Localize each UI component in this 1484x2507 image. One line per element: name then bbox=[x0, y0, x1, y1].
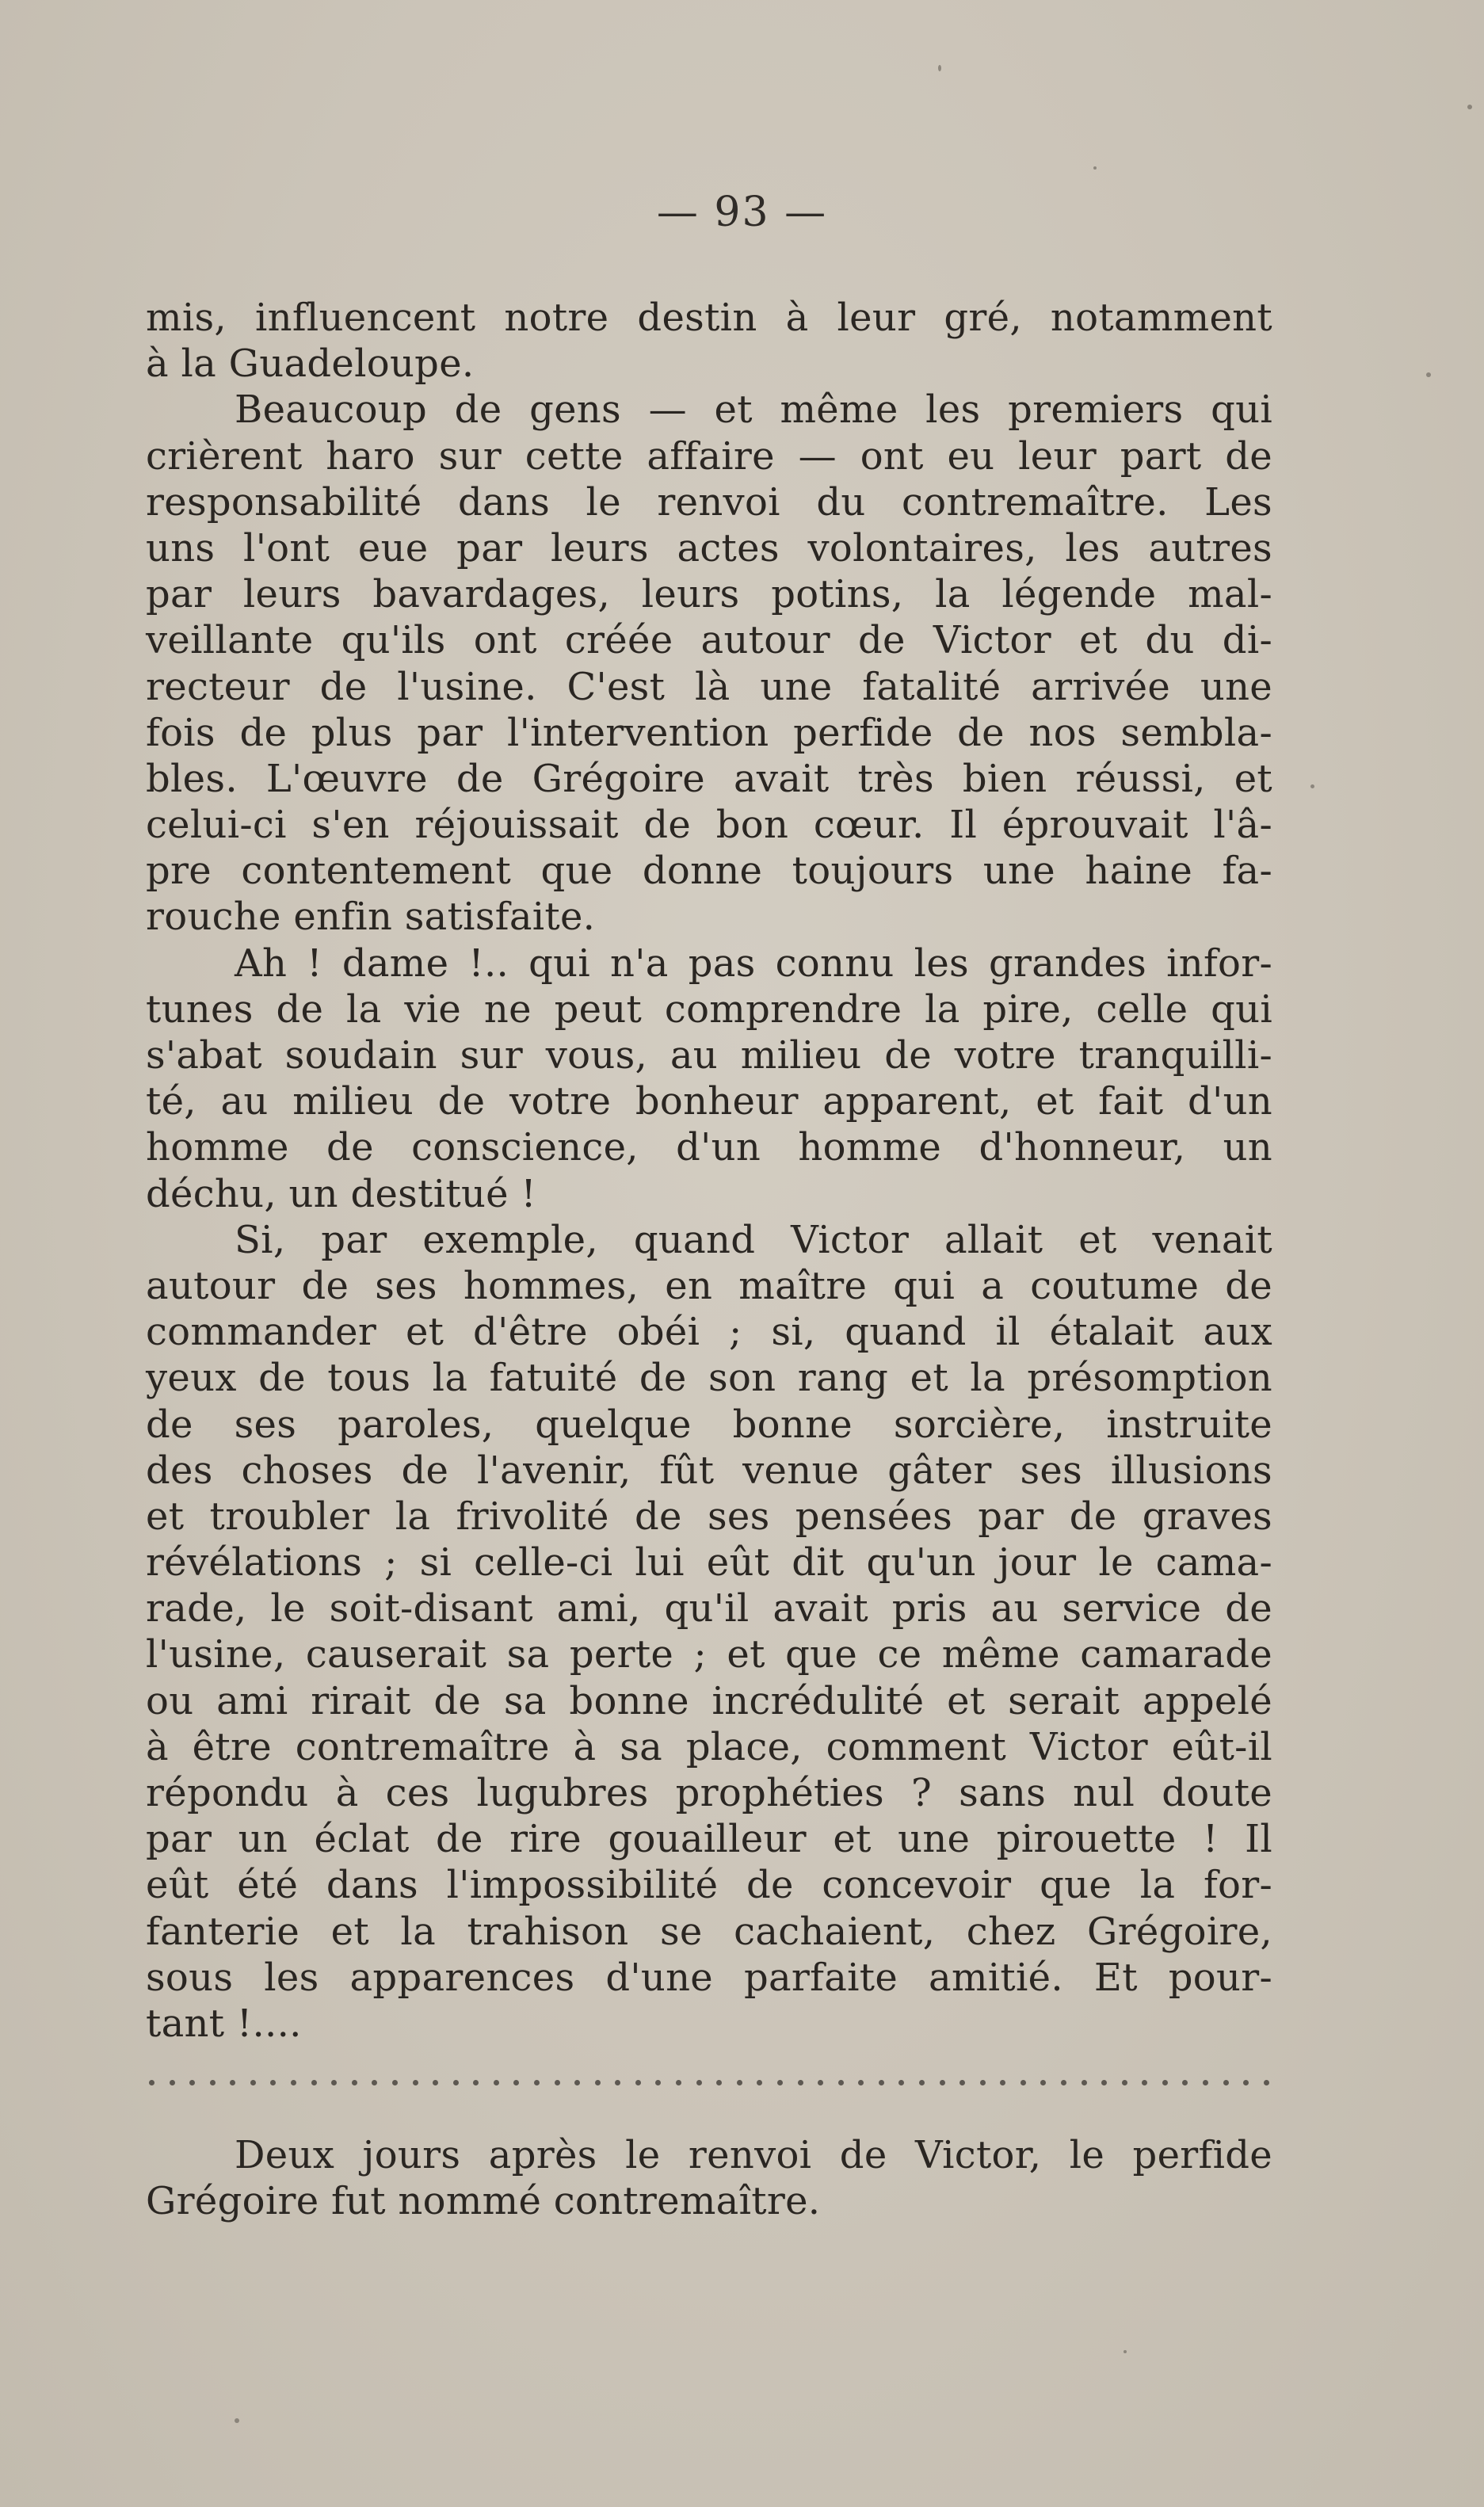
closing-paragraph bbox=[146, 2132, 1272, 2224]
separator-dot bbox=[1223, 2080, 1229, 2085]
paper-speck bbox=[1467, 105, 1472, 109]
separator-dot bbox=[696, 2080, 702, 2085]
text-line: bles. L'œuvre de Grégoire avait très bien réussi, et bbox=[146, 756, 1272, 801]
paragraph bbox=[146, 387, 1272, 940]
separator-dot bbox=[655, 2080, 661, 2085]
text-line: Deux jours après le renvoi de Victor, le perfide bbox=[235, 2133, 1272, 2178]
paragraph bbox=[146, 1217, 1272, 2047]
paper-speck bbox=[1426, 372, 1431, 377]
separator-dot bbox=[372, 2080, 377, 2085]
text-line: Ah ! dame !.. qui n'a pas connu les grandes infor- bbox=[235, 941, 1272, 986]
separator-dot bbox=[1203, 2080, 1208, 2085]
separator-dot bbox=[534, 2080, 540, 2085]
text-line: homme de conscience, d'un homme d'honneur, un bbox=[146, 1125, 1272, 1170]
separator-dot bbox=[615, 2080, 620, 2085]
separator-dot bbox=[737, 2080, 742, 2085]
separator-dot bbox=[959, 2080, 965, 2085]
separator-dot bbox=[1243, 2080, 1249, 2085]
separator-dot bbox=[919, 2080, 925, 2085]
dotted-separator bbox=[146, 2047, 1272, 2118]
separator-dot bbox=[980, 2080, 986, 2085]
separator-dot bbox=[1264, 2080, 1269, 2085]
separator-dot bbox=[1101, 2080, 1107, 2085]
text-line: répondu à ces lugubres prophéties ? sans nul doute bbox=[146, 1771, 1272, 1815]
separator-dot bbox=[392, 2080, 398, 2085]
separator-dot bbox=[798, 2080, 803, 2085]
separator-dot bbox=[1122, 2080, 1127, 2085]
separator-dot bbox=[595, 2080, 601, 2085]
text-line: des choses de l'avenir, fût venue gâter ses illusions bbox=[146, 1448, 1272, 1493]
separator-dot bbox=[818, 2080, 823, 2085]
body-text bbox=[146, 295, 1272, 2225]
text-line: révélations ; si celle-ci lui eût dit qu'un jour le cama- bbox=[146, 1540, 1272, 1585]
text-line: à la Guadeloupe. bbox=[146, 342, 475, 387]
separator-dot bbox=[1040, 2080, 1046, 2085]
paper-speck bbox=[1123, 2350, 1127, 2353]
separator-dot bbox=[189, 2080, 195, 2085]
separator-dot bbox=[1000, 2080, 1005, 2085]
paper-speck bbox=[235, 2418, 239, 2423]
text-line: responsabilité dans le renvoi du contremaître. Les bbox=[146, 479, 1272, 525]
text-line: tunes de la vie ne peut comprendre la pire, celle qui bbox=[146, 986, 1272, 1032]
text-line: rade, le soit-disant ami, qu'il avait pris au service de bbox=[146, 1586, 1272, 1631]
text-line: autour de ses hommes, en maître qui a coutume de bbox=[146, 1263, 1272, 1308]
page-number: — 93 — bbox=[656, 189, 828, 236]
text-line: eût été dans l'impossibilité de concevoir que la for- bbox=[146, 1863, 1272, 1908]
text-line: tant !.... bbox=[146, 2001, 302, 2046]
text-line: et troubler la frivolité de ses pensées par de graves bbox=[146, 1494, 1272, 1539]
separator-dot bbox=[1142, 2080, 1147, 2085]
separator-dot bbox=[940, 2080, 945, 2085]
separator-dot bbox=[1182, 2080, 1188, 2085]
separator-dot bbox=[898, 2080, 904, 2085]
separator-dot bbox=[777, 2080, 783, 2085]
text-line: Beaucoup de gens — et même les premiers qui bbox=[235, 387, 1272, 433]
text-line: ou ami rirait de sa bonne incrédulité et serait appelé bbox=[146, 1678, 1272, 1723]
separator-dot bbox=[838, 2080, 844, 2085]
separator-dot bbox=[494, 2080, 499, 2085]
text-line: l'usine, causerait sa perte ; et que ce même camarade bbox=[146, 1632, 1272, 1677]
separator-dot bbox=[433, 2080, 438, 2085]
separator-dot bbox=[879, 2080, 884, 2085]
separator-dot bbox=[250, 2080, 256, 2085]
separator-dot bbox=[1061, 2080, 1066, 2085]
paragraph bbox=[146, 941, 1272, 1217]
paper-speck bbox=[1310, 784, 1314, 788]
separator-dot bbox=[291, 2080, 296, 2085]
separator-dot bbox=[1082, 2080, 1087, 2085]
text-line: té, au milieu de votre bonheur apparent, et fait d'un bbox=[146, 1079, 1272, 1124]
text-line: sous les apparences d'une parfaite amitié. Et pour- bbox=[146, 1955, 1272, 2000]
text-line: s'abat soudain sur vous, au milieu de votre tranquilli- bbox=[146, 1033, 1272, 1078]
separator-dot bbox=[311, 2080, 317, 2085]
text-line: de ses paroles, quelque bonne sorcière, instruite bbox=[146, 1402, 1272, 1447]
separator-dot bbox=[757, 2080, 762, 2085]
text-line: pre contentement que donne toujours une haine fa- bbox=[146, 849, 1272, 894]
text-line: à être contremaître à sa place, comment Victor eût-il bbox=[146, 1724, 1272, 1769]
separator-dot bbox=[170, 2080, 175, 2085]
text-line: yeux de tous la fatuité de son rang et la présomption bbox=[146, 1356, 1272, 1401]
text-line: rouche enfin satisfaite. bbox=[146, 895, 596, 940]
separator-dot bbox=[230, 2080, 235, 2085]
text-line: par leurs bavardages, leurs potins, la légende mal- bbox=[146, 572, 1272, 617]
separator-dot bbox=[676, 2080, 681, 2085]
text-line: mis, influencent notre destin à leur gré, notamment bbox=[146, 296, 1272, 340]
separator-dot bbox=[555, 2080, 560, 2085]
separator-dot bbox=[473, 2080, 479, 2085]
separator-dot bbox=[453, 2080, 459, 2085]
separator-dot bbox=[1020, 2080, 1026, 2085]
text-line: celui-ci s'en réjouissait de bon cœur. Il éprouvait l'â- bbox=[146, 803, 1272, 848]
text-line: Si, par exemple, quand Victor allait et venait bbox=[235, 1217, 1272, 1262]
separator-dot bbox=[149, 2080, 155, 2085]
text-line: Grégoire fut nommé contremaître. bbox=[146, 2179, 821, 2224]
text-line: crièrent haro sur cette affaire — ont eu leur part de bbox=[146, 433, 1272, 479]
text-line: recteur de l'usine. C'est là une fatalité arrivée une bbox=[146, 664, 1272, 709]
separator-dot bbox=[413, 2080, 418, 2085]
separator-dot bbox=[858, 2080, 864, 2085]
separator-dot bbox=[270, 2080, 276, 2085]
text-line: déchu, un destitué ! bbox=[146, 1171, 537, 1216]
text-line: commander et d'être obéi ; si, quand il étalait aux bbox=[146, 1310, 1272, 1355]
separator-dot bbox=[513, 2080, 519, 2085]
separator-dot bbox=[635, 2080, 641, 2085]
paragraph bbox=[146, 295, 1272, 387]
separator-dot bbox=[716, 2080, 722, 2085]
text-line: fois de plus par l'intervention perfide de nos sembla- bbox=[146, 710, 1272, 755]
paper-speck bbox=[1093, 166, 1097, 170]
separator-dot bbox=[352, 2080, 357, 2085]
text-line: par un éclat de rire gouailleur et une pirouette ! Il bbox=[146, 1817, 1272, 1862]
separator-dot bbox=[1162, 2080, 1168, 2085]
separator-dot bbox=[210, 2080, 216, 2085]
paper-speck bbox=[938, 65, 941, 71]
text-line: uns l'ont eue par leurs actes volontaires, les autres bbox=[146, 525, 1272, 570]
text-line: veillante qu'ils ont créée autour de Victor et du di- bbox=[146, 618, 1272, 663]
separator-dot bbox=[331, 2080, 337, 2085]
text-line: fanterie et la trahison se cachaient, chez Grégoire, bbox=[146, 1909, 1272, 1954]
separator-dot bbox=[574, 2080, 580, 2085]
